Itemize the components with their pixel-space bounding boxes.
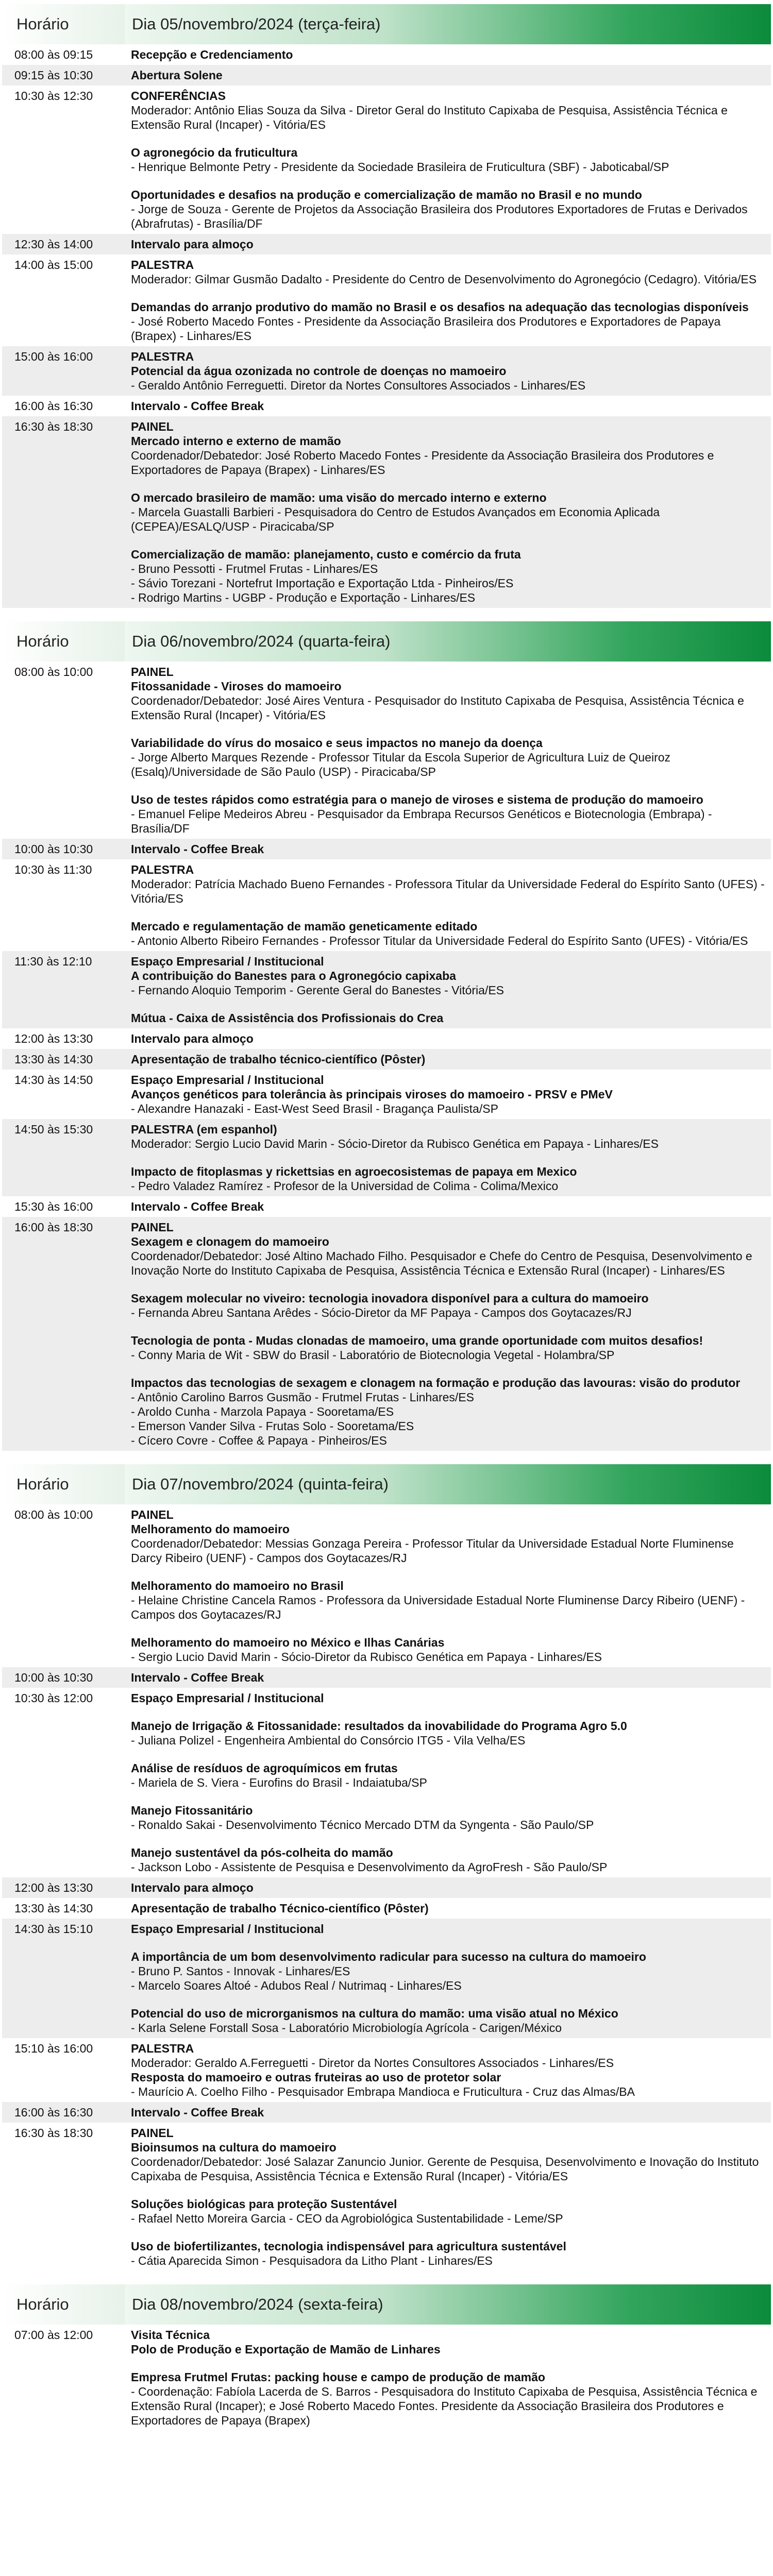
speaker-line: - Henrique Belmonte Petry - Presidente da Sociedade Brasileira de Fruticultura (SBF) - Jaboticabal/SP bbox=[131, 160, 669, 174]
day-section bbox=[2, 4, 771, 608]
session-subtitle: Sexagem e clonagem do mamoeiro bbox=[131, 1235, 329, 1248]
session-block bbox=[131, 547, 766, 605]
schedule-row bbox=[2, 2038, 771, 2102]
session-title: Soluções biológicas para proteção Sustentável bbox=[131, 2197, 397, 2211]
session-content bbox=[125, 255, 771, 346]
speaker-line: - Fernanda Abreu Santana Arêdes - Sócio-Diretor da MF Papaya - Campos dos Goytacazes/RJ bbox=[131, 1306, 632, 1319]
schedule-row bbox=[2, 859, 771, 951]
day-title: Dia 07/novembro/2024 (quinta-feira) bbox=[125, 1464, 771, 1504]
session-block bbox=[131, 1011, 766, 1025]
speaker-line: - Mariela de S. Viera - Eurofins do Brasil - Indaiatuba/SP bbox=[131, 1776, 427, 1789]
session-subtitle: A contribuição do Banestes para o Agronegócio capixaba bbox=[131, 969, 456, 982]
session-content bbox=[125, 346, 771, 396]
session-content bbox=[125, 1667, 771, 1688]
session-block bbox=[131, 1220, 766, 1278]
speaker-line: Moderador: Patrícia Machado Bueno Fernandes - Professora Titular da Universidade Federal do Espírito Santo (UFES) - Vitória/ES bbox=[131, 877, 765, 905]
time-slot: 10:00 às 10:30 bbox=[14, 842, 93, 856]
schedule-row bbox=[2, 1196, 771, 1217]
session-block bbox=[131, 2105, 766, 2120]
session-content bbox=[125, 1877, 771, 1898]
speaker-line: Coordenador/Debatedor: José Aires Ventura - Pesquisador do Instituto Capixaba de Pesquisa, Assistência Técnica e Extensão Rural (Incaper) - Vitória/ES bbox=[131, 694, 744, 722]
session-content bbox=[125, 44, 771, 65]
session-subtitle: Mercado interno e externo de mamão bbox=[131, 434, 341, 448]
speaker-line: - Geraldo Antônio Ferreguetti. Diretor da Nortes Consultores Associados - Linhares/ES bbox=[131, 379, 586, 392]
session-content bbox=[125, 1028, 771, 1049]
speaker-line: Moderador: Sergio Lucio David Marin - Sócio-Diretor da Rubisco Genética em Papaya - Linhares/ES bbox=[131, 1137, 659, 1150]
session-block bbox=[131, 1291, 766, 1320]
schedule-row bbox=[2, 1119, 771, 1196]
session-block bbox=[131, 2126, 766, 2183]
session-title: Visita Técnica bbox=[131, 2328, 210, 2342]
speaker-line: - Cícero Covre - Coffee & Papaya - Pinheiros/ES bbox=[131, 1434, 387, 1447]
schedule-row bbox=[2, 839, 771, 859]
session-block bbox=[131, 145, 766, 174]
schedule-row bbox=[2, 1070, 771, 1119]
session-content bbox=[125, 2038, 771, 2102]
session-title: Análise de resíduos de agroquímicos em frutas bbox=[131, 1761, 398, 1775]
session-title: PAINEL bbox=[131, 420, 174, 433]
session-title: A importância de um bom desenvolvimento radicular para sucesso na cultura do mamoeiro bbox=[131, 1950, 646, 1963]
time-column-header: Horário bbox=[2, 1464, 125, 1504]
session-block bbox=[131, 349, 766, 393]
session-block bbox=[131, 1719, 766, 1748]
session-block bbox=[131, 258, 766, 286]
session-block bbox=[131, 1376, 766, 1448]
speaker-line: - Maurício A. Coelho Filho - Pesquisador Embrapa Mandioca e Fruticultura - Cruz das Almas/BA bbox=[131, 2085, 635, 2098]
day-header bbox=[2, 2284, 771, 2325]
session-title: O mercado brasileiro de mamão: uma visão do mercado interno e externo bbox=[131, 491, 547, 504]
session-title: PALESTRA bbox=[131, 350, 194, 363]
speaker-line: - Juliana Polizel - Engenheira Ambiental do Consórcio ITG5 - Vila Velha/ES bbox=[131, 1734, 526, 1747]
schedule-row bbox=[2, 1877, 771, 1898]
session-title: Mútua - Caixa de Assistência dos Profissionais do Crea bbox=[131, 1011, 444, 1025]
session-title: Comercialização de mamão: planejamento, custo e comércio da fruta bbox=[131, 548, 521, 561]
time-slot: 16:00 às 16:30 bbox=[14, 2106, 93, 2119]
time-slot: 09:15 às 10:30 bbox=[14, 69, 93, 82]
session-content bbox=[125, 2123, 771, 2271]
day-title: Dia 08/novembro/2024 (sexta-feira) bbox=[125, 2284, 771, 2325]
session-block bbox=[131, 2328, 766, 2357]
speaker-line: - Rodrigo Martins - UGBP - Produção e Exportação - Linhares/ES bbox=[131, 591, 476, 604]
time-slot: 15:10 às 16:00 bbox=[14, 2042, 93, 2055]
session-title: Tecnologia de ponta - Mudas clonadas de mamoeiro, uma grande oportunidade com muitos desafios! bbox=[131, 1334, 703, 1347]
session-title: Manejo Fitossanitário bbox=[131, 1804, 253, 1817]
session-title: Apresentação de trabalho Técnico-científico (Pôster) bbox=[131, 1902, 429, 1915]
session-subtitle: Resposta do mamoeiro e outras fruteiras ao uso de protetor solar bbox=[131, 2071, 501, 2084]
time-slot: 15:30 às 16:00 bbox=[14, 1200, 93, 1213]
event-program bbox=[0, 4, 773, 2431]
session-block bbox=[131, 1880, 766, 1895]
session-title: Potencial do uso de microrganismos na cultura do mamão: uma visão atual no México bbox=[131, 2007, 618, 2020]
session-title: PALESTRA bbox=[131, 863, 194, 876]
speaker-line: Coordenador/Debatedor: Messias Gonzaga Pereira - Professor Titular da Universidade Estadual Norte Fluminense Darcy Ribeiro (UENF) - Campos dos Goytacazes/RJ bbox=[131, 1537, 734, 1565]
session-block bbox=[131, 919, 766, 948]
schedule-row bbox=[2, 1504, 771, 1667]
session-title: PALESTRA bbox=[131, 2042, 194, 2055]
day-title: Dia 06/novembro/2024 (quarta-feira) bbox=[125, 621, 771, 662]
time-column-header: Horário bbox=[2, 2284, 125, 2325]
session-title: Recepção e Credenciamento bbox=[131, 48, 293, 61]
schedule-row bbox=[2, 255, 771, 346]
session-block bbox=[131, 2197, 766, 2226]
session-block bbox=[131, 490, 766, 534]
session-subtitle: Bioinsumos na cultura do mamoeiro bbox=[131, 2141, 337, 2154]
session-title: Oportunidades e desafios na produção e comercialização de mamão no Brasil e no mundo bbox=[131, 188, 642, 201]
session-title: Variabilidade do vírus do mosaico e seus impactos no manejo da doença bbox=[131, 736, 543, 750]
session-block bbox=[131, 1950, 766, 1993]
time-slot: 13:30 às 14:30 bbox=[14, 1902, 93, 1915]
session-block bbox=[131, 665, 766, 722]
session-title: Intervalo - Coffee Break bbox=[131, 399, 264, 413]
session-title: PAINEL bbox=[131, 1508, 174, 1521]
schedule-row bbox=[2, 44, 771, 65]
schedule-row bbox=[2, 2123, 771, 2271]
day-header bbox=[2, 1464, 771, 1504]
session-block bbox=[131, 1122, 766, 1151]
schedule-row bbox=[2, 1919, 771, 2038]
time-slot: 14:50 às 15:30 bbox=[14, 1123, 93, 1136]
session-title: Mercado e regulamentação de mamão geneticamente editado bbox=[131, 920, 478, 933]
session-block bbox=[131, 1922, 766, 1936]
session-title: Empresa Frutmel Frutas: packing house e campo de produção de mamão bbox=[131, 2370, 545, 2384]
session-title: Impactos das tecnologias de sexagem e clonagem na formação e produção das lavouras: visão do produtor bbox=[131, 1376, 741, 1389]
session-content bbox=[125, 86, 771, 234]
session-block bbox=[131, 1635, 766, 1664]
speaker-line: Moderador: Gilmar Gusmão Dadalto - Presidente do Centro de Desenvolvimento do Agronegócio (Cedagro). Vitória/ES bbox=[131, 273, 757, 286]
session-content bbox=[125, 662, 771, 839]
session-title: PAINEL bbox=[131, 1221, 174, 1234]
session-content bbox=[125, 1919, 771, 2038]
speaker-line: - Jorge de Souza - Gerente de Projetos da Associação Brasileira dos Produtores Exportadores de Frutas e Derivados (Abrafrutas) - Brasília/DF bbox=[131, 202, 748, 230]
schedule-row bbox=[2, 65, 771, 86]
speaker-line: - Jackson Lobo - Assistente de Pesquisa e Desenvolvimento da AgroFresh - São Paulo/SP bbox=[131, 1860, 608, 1874]
schedule-row bbox=[2, 234, 771, 255]
session-block bbox=[131, 2041, 766, 2099]
time-slot: 08:00 às 09:15 bbox=[14, 48, 93, 61]
time-slot: 08:00 às 10:00 bbox=[14, 665, 93, 679]
session-title: Intervalo - Coffee Break bbox=[131, 1671, 264, 1684]
schedule-row bbox=[2, 951, 771, 1028]
session-block bbox=[131, 1901, 766, 1916]
schedule-row bbox=[2, 416, 771, 608]
session-block bbox=[131, 1199, 766, 1214]
session-title: Intervalo - Coffee Break bbox=[131, 1200, 264, 1213]
session-block bbox=[131, 399, 766, 413]
session-title: Sexagem molecular no viveiro: tecnologia inovadora disponível para a cultura do mamoeiro bbox=[131, 1292, 649, 1305]
session-block bbox=[131, 1164, 766, 1193]
session-title: Intervalo - Coffee Break bbox=[131, 842, 264, 856]
session-content bbox=[125, 859, 771, 951]
speaker-line: - Rafael Netto Moreira Garcia - CEO da Agrobiológica Sustentabilidade - Leme/SP bbox=[131, 2212, 563, 2225]
session-content bbox=[125, 1217, 771, 1451]
session-block bbox=[131, 1073, 766, 1116]
session-content bbox=[125, 1049, 771, 1070]
session-content bbox=[125, 1196, 771, 1217]
speaker-line: - Antonio Alberto Ribeiro Fernandes - Professor Titular da Universidade Federal do Espírito Santo (UFES) - Vitória/ES bbox=[131, 934, 748, 947]
schedule-row bbox=[2, 1688, 771, 1877]
time-slot: 10:00 às 10:30 bbox=[14, 1671, 93, 1684]
schedule-row bbox=[2, 2102, 771, 2123]
session-block bbox=[131, 1052, 766, 1066]
session-block bbox=[131, 1845, 766, 1874]
session-title: O agronegócio da fruticultura bbox=[131, 146, 298, 159]
time-slot: 10:30 às 12:30 bbox=[14, 89, 93, 103]
time-slot: 14:30 às 14:50 bbox=[14, 1073, 93, 1087]
session-content bbox=[125, 839, 771, 859]
session-block bbox=[131, 237, 766, 251]
speaker-line: - Cátia Aparecida Simon - Pesquisadora da Litho Plant - Linhares/ES bbox=[131, 2254, 493, 2267]
speaker-line: - Helaine Christine Cancela Ramos - Professora da Universidade Estadual Norte Fluminense Darcy Ribeiro (UENF) - Campos dos Goytacazes/RJ bbox=[131, 1594, 745, 1621]
schedule-row bbox=[2, 346, 771, 396]
speaker-line: Coordenador/Debatedor: José Salazar Zanuncio Junior. Gerente de Pesquisa, Desenvolvimento e Inovação do Instituto Capixaba de Pesquisa, Assistência Técnica e Extensão Rural (Incaper) - Vitória/ES bbox=[131, 2155, 759, 2183]
speaker-line: - Pedro Valadez Ramírez - Profesor de la Universidad de Colima - Colima/Mexico bbox=[131, 1179, 559, 1193]
time-column-header: Horário bbox=[2, 4, 125, 44]
time-slot: 15:00 às 16:00 bbox=[14, 350, 93, 363]
session-block bbox=[131, 1333, 766, 1362]
session-subtitle: Avanços genéticos para tolerância às principais viroses do mamoeiro - PRSV e PMeV bbox=[131, 1088, 613, 1101]
time-slot: 16:30 às 18:30 bbox=[14, 420, 93, 433]
session-block bbox=[131, 862, 766, 906]
speaker-line: - Conny Maria de Wit - SBW do Brasil - Laboratório de Biotecnologia Vegetal - Holambra/SP bbox=[131, 1348, 615, 1362]
session-block bbox=[131, 47, 766, 62]
session-block bbox=[131, 736, 766, 779]
schedule-row bbox=[2, 662, 771, 839]
schedule-row bbox=[2, 1028, 771, 1049]
day-section bbox=[2, 2284, 771, 2431]
session-content bbox=[125, 2325, 771, 2431]
session-title: Impacto de fitoplasmas y rickettsias en agroecosistemas de papaya em Mexico bbox=[131, 1165, 577, 1178]
day-header bbox=[2, 621, 771, 662]
session-title: Abertura Solene bbox=[131, 69, 223, 82]
session-content bbox=[125, 416, 771, 608]
session-block bbox=[131, 2239, 766, 2268]
time-slot: 10:30 às 11:30 bbox=[14, 863, 92, 876]
session-content bbox=[125, 65, 771, 86]
session-title: Intervalo para almoço bbox=[131, 1032, 254, 1045]
time-slot: 14:00 às 15:00 bbox=[14, 258, 93, 272]
session-title: Intervalo - Coffee Break bbox=[131, 2106, 264, 2119]
session-block bbox=[131, 842, 766, 856]
session-content bbox=[125, 396, 771, 416]
session-block bbox=[131, 2370, 766, 2428]
session-title: Intervalo para almoço bbox=[131, 238, 254, 251]
session-block bbox=[131, 188, 766, 231]
schedule-row bbox=[2, 2325, 771, 2431]
session-block bbox=[131, 1670, 766, 1685]
time-slot: 12:00 às 13:30 bbox=[14, 1881, 93, 1894]
session-content bbox=[125, 1688, 771, 1877]
speaker-line: Moderador: Geraldo A.Ferreguetti - Diretor da Nortes Consultores Associados - Linhares/ES bbox=[131, 2056, 614, 2070]
session-block bbox=[131, 2006, 766, 2035]
session-block bbox=[131, 68, 766, 82]
speaker-line: - Aroldo Cunha - Marzola Papaya - Sooretama/ES bbox=[131, 1405, 394, 1418]
time-slot: 13:30 às 14:30 bbox=[14, 1053, 93, 1066]
session-subtitle: Fitossanidade - Viroses do mamoeiro bbox=[131, 680, 342, 693]
session-block bbox=[131, 1507, 766, 1565]
session-title: PALESTRA (em espanhol) bbox=[131, 1123, 277, 1136]
speaker-line: Coordenador/Debatedor: José Altino Machado Filho. Pesquisador e Chefe do Centro de Pesquisa, Desenvolvimento e Inovação Norte do Instituto Capixaba de Pesquisa, Assistência Técnica e Extensão Rural (Incaper) - Linhares/ES bbox=[131, 1249, 752, 1277]
session-subtitle: Melhoramento do mamoeiro bbox=[131, 1522, 290, 1536]
session-title: Espaço Empresarial / Institucional bbox=[131, 1691, 324, 1705]
speaker-line: Coordenador/Debatedor: José Roberto Macedo Fontes - Presidente da Associação Brasileira dos Produtores e Exportadores de Papaya (Brapex) - Linhares/ES bbox=[131, 449, 714, 477]
session-title: Intervalo para almoço bbox=[131, 1881, 254, 1894]
time-slot: 08:00 às 10:00 bbox=[14, 1508, 93, 1521]
speaker-line: - Coordenação: Fabíola Lacerda de S. Barros - Pesquisadora do Instituto Capixaba de Pesquisa, Assistência Técnica e Extensão Rural (Incaper); e José Roberto Macedo Fontes. Presidente da Associação Brasileira dos Produtores e Exportadores de Papaya (Brapex) bbox=[131, 2385, 758, 2427]
session-title: Espaço Empresarial / Institucional bbox=[131, 955, 324, 968]
session-content bbox=[125, 1119, 771, 1196]
schedule-row bbox=[2, 1667, 771, 1688]
speaker-line: - Alexandre Hanazaki - East-West Seed Brasil - Bragança Paulista/SP bbox=[131, 1102, 498, 1115]
session-title: Melhoramento do mamoeiro no Brasil bbox=[131, 1579, 344, 1592]
speaker-line: - Bruno P. Santos - Innovak - Linhares/ES bbox=[131, 1964, 350, 1978]
time-slot: 10:30 às 12:00 bbox=[14, 1691, 93, 1705]
time-column-header: Horário bbox=[2, 621, 125, 662]
session-title: Espaço Empresarial / Institucional bbox=[131, 1073, 324, 1087]
time-slot: 16:00 às 16:30 bbox=[14, 399, 93, 413]
session-block bbox=[131, 89, 766, 132]
session-block bbox=[131, 1803, 766, 1832]
session-title: Apresentação de trabalho técnico-científico (Pôster) bbox=[131, 1053, 426, 1066]
speaker-line: - Marcelo Soares Altoé - Adubos Real / Nutrimaq - Linhares/ES bbox=[131, 1979, 462, 1992]
session-content bbox=[125, 234, 771, 255]
session-title: CONFERÊNCIAS bbox=[131, 89, 226, 103]
session-title: Melhoramento do mamoeiro no México e Ilhas Canárias bbox=[131, 1636, 445, 1649]
day-section bbox=[2, 621, 771, 1451]
session-content bbox=[125, 1070, 771, 1119]
day-title: Dia 05/novembro/2024 (terça-feira) bbox=[125, 4, 771, 44]
session-title: Demandas do arranjo produtivo do mamão no Brasil e os desafios na adequação das tecnologias disponíveis bbox=[131, 300, 749, 314]
session-title: PALESTRA bbox=[131, 258, 194, 272]
schedule-row bbox=[2, 86, 771, 234]
speaker-line: - Karla Selene Forstall Sosa - Laboratório Microbiología Agrícola - Carigen/México bbox=[131, 2021, 562, 2035]
speaker-line: - Antônio Carolino Barros Gusmão - Frutmel Frutas - Linhares/ES bbox=[131, 1391, 474, 1404]
time-slot: 07:00 às 12:00 bbox=[14, 2328, 93, 2342]
session-block bbox=[131, 1031, 766, 1046]
session-title: Uso de biofertilizantes, tecnologia indispensável para agricultura sustentável bbox=[131, 2240, 566, 2253]
session-block bbox=[131, 1761, 766, 1790]
session-subtitle: Potencial da água ozonizada no controle de doenças no mamoeiro bbox=[131, 364, 507, 378]
speaker-line: - Sávio Torezani - Nortefrut Importação e Exportação Ltda - Pinheiros/ES bbox=[131, 577, 514, 590]
day-section bbox=[2, 1464, 771, 2271]
session-title: Espaço Empresarial / Institucional bbox=[131, 1922, 324, 1936]
speaker-line: - Sergio Lucio David Marin - Sócio-Diretor da Rubisco Genética em Papaya - Linhares/ES bbox=[131, 1650, 602, 1664]
speaker-line: - Ronaldo Sakai - Desenvolvimento Técnico Mercado DTM da Syngenta - São Paulo/SP bbox=[131, 1818, 594, 1832]
session-title: PAINEL bbox=[131, 2126, 174, 2140]
session-block bbox=[131, 300, 766, 343]
session-content bbox=[125, 2102, 771, 2123]
session-block bbox=[131, 1579, 766, 1622]
speaker-line: - Emanuel Felipe Medeiros Abreu - Pesquisador da Embrapa Recursos Genéticos e Biotecnologia (Embrapa) - Brasília/DF bbox=[131, 807, 712, 835]
speaker-line: Moderador: Antônio Elias Souza da Silva - Diretor Geral do Instituto Capixaba de Pesquisa, Assistência Técnica e Extensão Rural (Incaper) - Vitória/ES bbox=[131, 104, 728, 131]
time-slot: 12:00 às 13:30 bbox=[14, 1032, 93, 1045]
time-slot: 14:30 às 15:10 bbox=[14, 1922, 93, 1936]
session-subtitle: Polo de Produção e Exportação de Mamão de Linhares bbox=[131, 2343, 441, 2356]
speaker-line: - Marcela Guastalli Barbieri - Pesquisadora do Centro de Estudos Avançados em Economia Aplicada (CEPEA)/ESALQ/USP - Piracicaba/SP bbox=[131, 505, 660, 533]
time-slot: 11:30 às 12:10 bbox=[14, 955, 92, 968]
session-title: PAINEL bbox=[131, 665, 174, 679]
speaker-line: - Jorge Alberto Marques Rezende - Professor Titular da Escola Superior de Agricultura Luiz de Queiroz (Esalq)/Universidade de São Paulo (USP) - Piracicaba/SP bbox=[131, 751, 671, 778]
session-content bbox=[125, 1898, 771, 1919]
session-block bbox=[131, 954, 766, 997]
schedule-row bbox=[2, 396, 771, 416]
session-title: Uso de testes rápidos como estratégia para o manejo de viroses e sistema de produção do mamoeiro bbox=[131, 793, 703, 806]
time-slot: 16:00 às 18:30 bbox=[14, 1221, 93, 1234]
schedule-row bbox=[2, 1049, 771, 1070]
speaker-line: - Fernando Aloquio Temporim - Gerente Geral do Banestes - Vitória/ES bbox=[131, 984, 505, 997]
session-block bbox=[131, 792, 766, 836]
session-title: Manejo de Irrigação & Fitossanidade: resultados da inovabilidade do Programa Agro 5.0 bbox=[131, 1719, 627, 1733]
schedule-row bbox=[2, 1898, 771, 1919]
time-slot: 16:30 às 18:30 bbox=[14, 2126, 93, 2140]
speaker-line: - Bruno Pessotti - Frutmel Frutas - Linhares/ES bbox=[131, 562, 378, 575]
day-header bbox=[2, 4, 771, 44]
speaker-line: - Emerson Vander Silva - Frutas Solo - Sooretama/ES bbox=[131, 1419, 414, 1433]
speaker-line: - José Roberto Macedo Fontes - Presidente da Associação Brasileira dos Produtores e Exportadores de Papaya (Brapex) - Linhares/ES bbox=[131, 315, 721, 343]
session-block bbox=[131, 419, 766, 477]
session-block bbox=[131, 1691, 766, 1705]
time-slot: 12:30 às 14:00 bbox=[14, 238, 93, 251]
session-title: Manejo sustentável da pós-colheita do mamão bbox=[131, 1846, 393, 1859]
schedule-row bbox=[2, 1217, 771, 1451]
session-content bbox=[125, 1504, 771, 1667]
session-content bbox=[125, 951, 771, 1028]
